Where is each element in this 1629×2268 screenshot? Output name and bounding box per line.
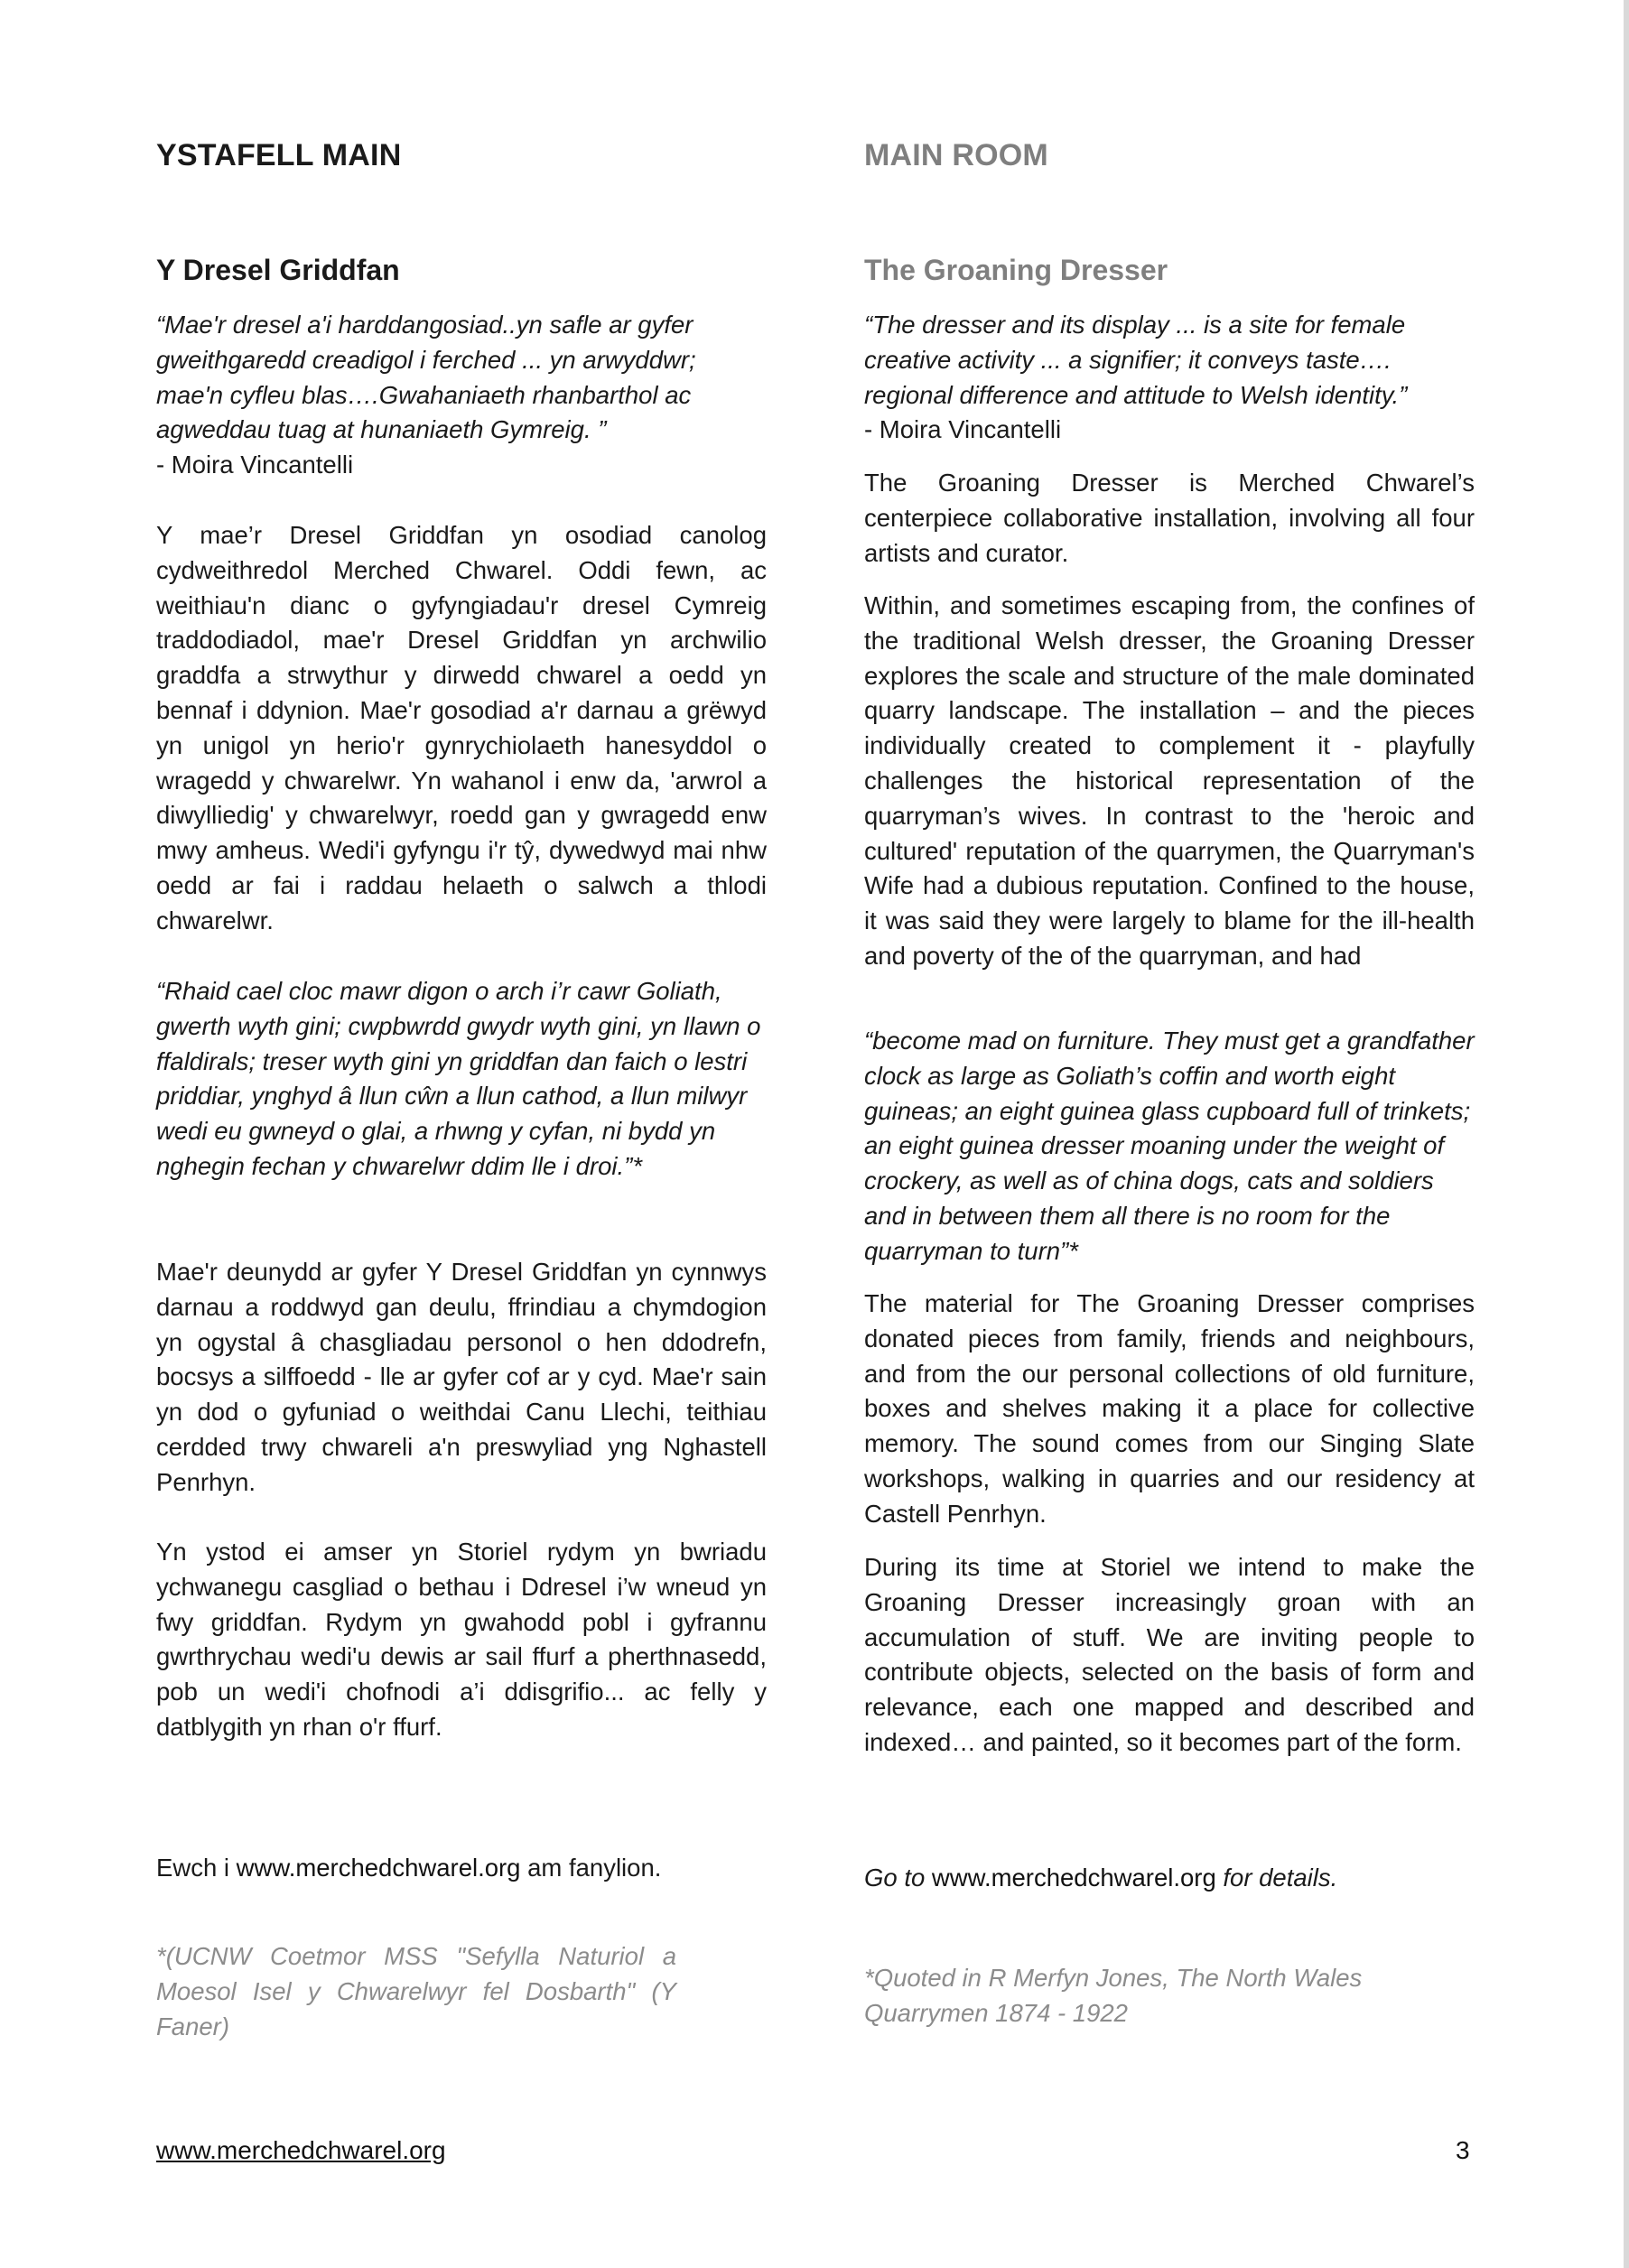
english-paragraph-3: The material for The Groaning Dresser comprises donated pieces from family, friends and neighbours, and from the our personal collections of old furniture, boxes and shelves making it a place for collective memory. The sound comes from our Singing Slate workshops, walking in quarries and our residency at Castell Penrhyn.: [864, 1289, 1475, 1528]
english-paragraph-2: Within, and sometimes escaping from, the confines of the traditional Welsh dresser, the Groaning Dresser explores the scale and structure of the male dominated quarry landscape. The installation – and the pieces individually created to complement it - playfully challenges the historical representation of the quarryman’s wives. In contrast to the 'heroic and cultured' reputation of the quarrymen, the Quarryman's Wife had a dubious reputation. Confined to the house, it was said they were largely to blame for the ill-health and poverty of the of the quarryman, and had: [864, 591, 1475, 970]
english-footnote: *Quoted in R Merfyn Jones, The North Wales Quarrymen 1874 - 1922: [864, 1964, 1363, 2027]
welsh-goto-link[interactable]: www.merchedchwarel.org: [236, 1854, 521, 1882]
english-quote-2: “become mad on furniture. They must get a grandfather clock as large as Goliath’s coffin and worth eight guineas; an eight guinea glass cupboard full of trinkets; an eight guinea dresser moaning under the weight of crockery, as well as of china dogs, cats and soldiers and in between them all there is no room for the quarryman to turn”*: [864, 1027, 1475, 1265]
welsh-goto-suffix: am fanylion.: [520, 1854, 662, 1882]
english-quote: “The dresser and its display ... is a site for female creative activity ... a signifier; it conveys taste…. regional difference and attitude to Welsh identity.”: [864, 311, 1408, 409]
english-section-title: The Groaning Dresser: [864, 254, 1168, 286]
welsh-quote: “Mae'r dresel a'i harddangosiad..yn safle ar gyfer gweithgaredd creadigol i ferched ... yn arwyddwr; mae'n cyfleu blas….Gwahaniaeth rhanbarthol ac agweddau tuag at hunaniaeth Gymreig. ”: [156, 311, 696, 444]
welsh-footnote: *(UCNW Coetmor MSS "Sefylla Naturiol a Moesol Isel y Chwarelwyr fel Dosbarth" (Y Faner): [156, 1942, 676, 2040]
english-goto-line: [864, 1861, 1475, 1896]
english-goto-prefix: Go to: [864, 1864, 932, 1892]
english-goto-suffix: for details.: [1215, 1864, 1338, 1892]
english-quote-block: [864, 308, 1475, 448]
welsh-paragraph-1: Y mae’r Dresel Griddfan yn osodiad canolog cydweithredol Merched Chwarel. Oddi fewn, ac weithiau'n dianc o gyfyngiadau'r dresel Cymreig traddodiadol, mae'r Dresel Griddfan yn archwilio graddfa a strwythur y dirwedd chwarel a oedd yn bennaf i ddynion. Mae'r gosodiad a'r darnau a grëwyd yn unigol yn herio'r gynrychiolaeth hanesyddol o wragedd y chwarelwr. Yn wahanol i enw da, 'arwrol a diwylliedig' y chwarelwyr, roedd gan y gwragedd enw mwy amheus. Wedi'i gyfyngu i'r tŷ, dywedwyd mai nhw oedd ar fai i raddau helaeth o salwch a thlodi chwarelwr.: [156, 521, 767, 934]
welsh-quote-block: [156, 308, 767, 483]
footer-website-link[interactable]: www.merchedchwarel.org: [156, 2136, 446, 2164]
english-room-heading: MAIN ROOM: [864, 138, 1048, 172]
english-paragraph-4: During its time at Storiel we intend to make the Groaning Dresser increasingly groan with an accumulation of stuff. We are inviting people to contribute objects, selected on the basis of form and relevance, each one mapped and described and indexed… and painted, so it becomes part of the form.: [864, 1553, 1475, 1756]
page-edge: [1624, 0, 1629, 2268]
page-number: 3: [1456, 2136, 1470, 2164]
english-paragraph-1: The Groaning Dresser is Merched Chwarel’s centerpiece collaborative installation, involving all four artists and curator.: [864, 469, 1475, 567]
welsh-goto-prefix: Ewch i: [156, 1854, 237, 1882]
welsh-quote-credit: - Moira Vincantelli: [156, 451, 354, 479]
english-goto-link[interactable]: www.merchedchwarel.org: [931, 1864, 1216, 1892]
welsh-section-title: Y Dresel Griddfan: [156, 254, 400, 286]
english-quote-credit: - Moira Vincantelli: [864, 415, 1062, 444]
welsh-goto-line: [156, 1851, 767, 1886]
welsh-paragraph-2: Mae'r deunydd ar gyfer Y Dresel Griddfan yn cynnwys darnau a roddwyd gan deulu, ffrindiau a chymdogion yn ogystal â chasgliadau personol o hen ddodrefn, bocsys a silffoedd - lle ar gyfer cof ar y cyd. Mae'r sain yn dod o gyfuniad o weithdai Canu Llechi, teithiau cerdded trwy chwareli a'n preswyliad yng Nghastell Penrhyn.: [156, 1258, 767, 1496]
welsh-quote-2: “Rhaid cael cloc mawr digon o arch i’r cawr Goliath, gwerth wyth gini; cwpbwrdd gwydr wyth gini, yn llawn o ffaldirals; treser wyth gini yn griddfan dan faich o lestri priddiar, ynghyd â llun cŵn a llun cathod, a llun milwyr wedi eu gwneyd o glai, a rhwng y cyfan, ni bydd yn nghegin fechan y chwarelwr ddim lle i droi.”*: [156, 977, 761, 1180]
welsh-paragraph-3: Yn ystod ei amser yn Storiel rydym yn bwriadu ychwanegu casgliad o bethau i Ddresel i’w wneud yn fwy griddfan. Rydym yn gwahodd pobl i gyfrannu gwrthrychau wedi'u dewis ar sail ffurf a pherthnasedd, pob un wedi'i chofnodi a’i ddisgrifio... ac felly y datblygith yn rhan o'r ffurf.: [156, 1538, 767, 1741]
welsh-room-heading: YSTAFELL MAIN: [156, 138, 402, 172]
